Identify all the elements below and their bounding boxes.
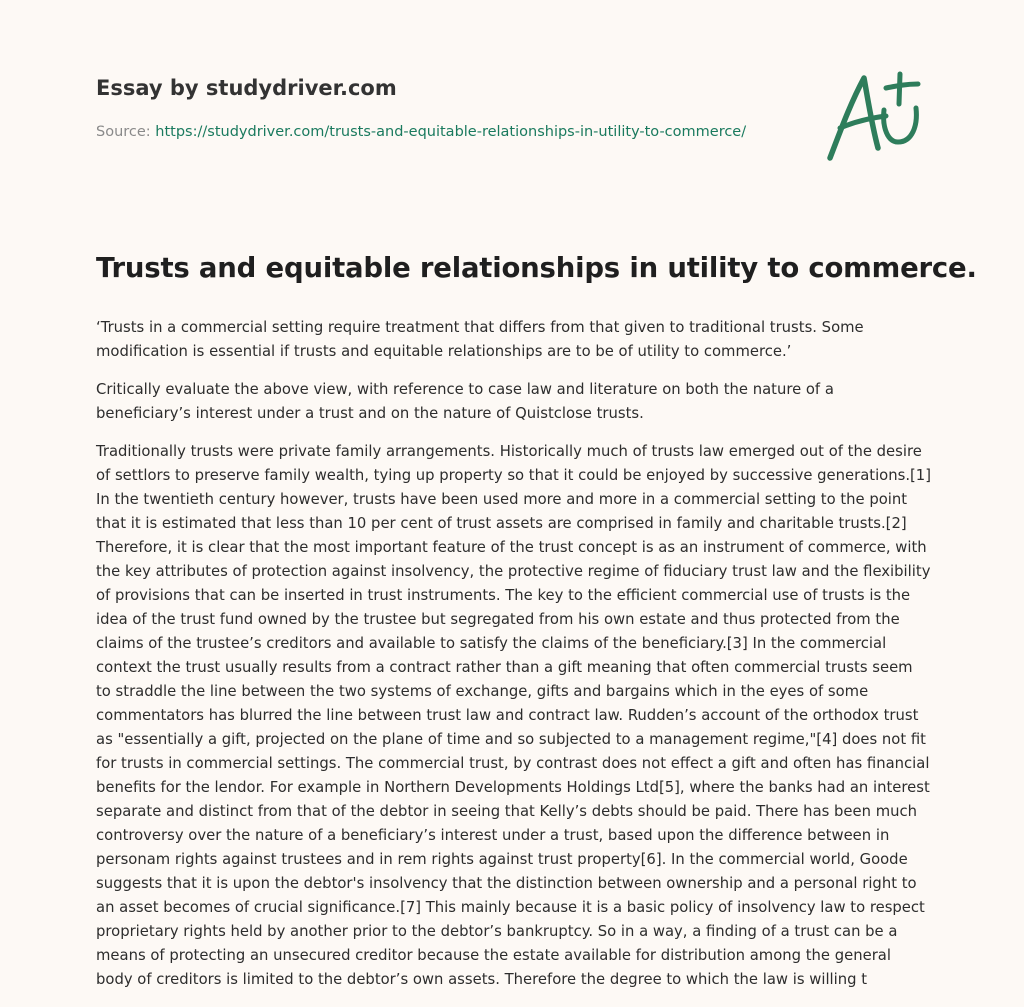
essay-paragraph: Critically evaluate the above view, with reference to case law and literature on both the nature of a beneficiary’s interest under a trust and on the nature of Quistclose trusts.	[96, 381, 834, 422]
essay-title: Trusts and equitable relationships in utility to commerce.	[96, 252, 977, 284]
essay-paragraph: Traditionally trusts were private family arrangements. Historically much of trusts law emerged out of the desire of settlors to preserve family wealth, tying up property so that it could be enjoyed by successive generations.[1] In the twentieth century however, trusts have been used more and more in a commercial setting to the point that it is estimated that less than 10 per cent of trust assets are comprised in family and charitable trusts.[2] Therefore, it is clear that the most important feature of the trust concept is as an instrument of commerce, with the key attributes of protection against insolvency, the protective regime of fiduciary trust law and the flexibility of provisions that can be inserted in trust instruments. The key to the efficient commercial use of trusts is the idea of the trust fund owned by the trustee but segregated from his own estate and thus protected from the claims of the trustee’s creditors and available to satisfy the claims of the beneficiary.[3] In the commercial context the trust usually results from a contract rather than a gift meaning that often commercial trusts seem to straddle the line between the two systems of exchange, gifts and bargains which in the eyes of some commentators has blurred the line between trust law and contract law. Rudden’s account of the orthodox trust as "essentially a gift, projected on the plane of time and so subjected to a management regime,"[4] does not fit for trusts in commercial settings. The commercial trust, by contrast does not effect a gift and often has financial benefits for the lendor. For example in Northern Developments Holdings Ltd[5], where the banks had an interest separate and distinct from that of the debtor in seeing that Kelly’s debts should be paid. There has been much controversy over the nature of a beneficiary’s interest under a trust, based upon the difference between in personam rights against trustees and in rem rights against trust property[6]. In the commercial world, Goode suggests that it is upon the debtor's insolvency that the distinction between ownership and a personal right to an asset becomes of crucial significance.[7] This mainly because it is a basic policy of insolvency law to respect proprietary rights held by another prior to the debtor’s bankruptcy. So in a way, a finding of a trust can be a means of protecting an unsecured creditor because the estate available for distribution among the general body of creditors is limited to the debtor’s own assets. Therefore the degree to which the law is willing t	[96, 443, 931, 988]
source-label: Source:	[96, 124, 156, 140]
source-line	[96, 124, 746, 140]
brand-title: Essay by studydriver.com	[96, 76, 397, 100]
essay-paragraph: ‘Trusts in a commercial setting require treatment that differs from that given to traditional trusts. Some modification is essential if trusts and equitable relationships are to be of utility to commerce.’	[96, 319, 864, 360]
source-link[interactable]: https://studydriver.com/trusts-and-equitable-relationships-in-utility-to-commerce/	[155, 124, 747, 140]
essay-body	[96, 316, 932, 1006]
a-plus-logo-icon	[826, 70, 926, 162]
